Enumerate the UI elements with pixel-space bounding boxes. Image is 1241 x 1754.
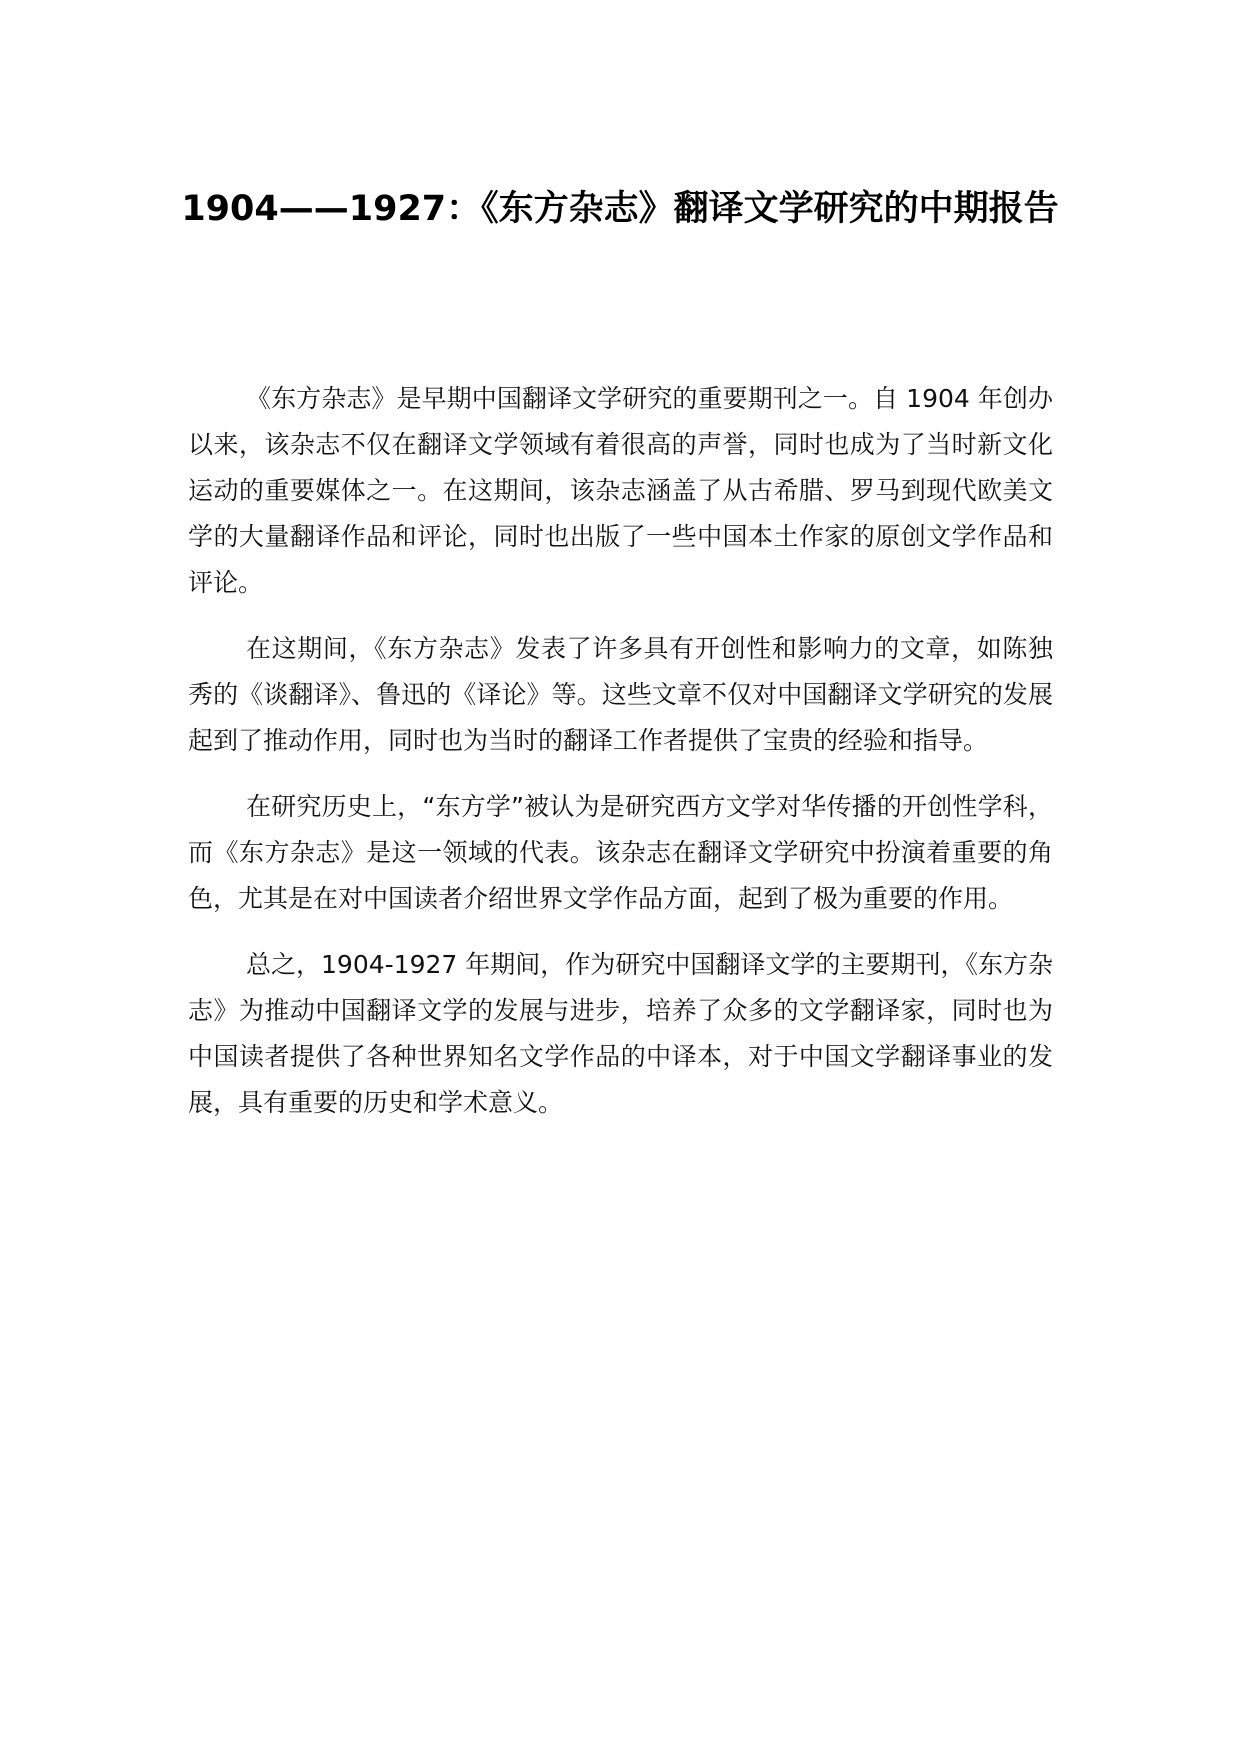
document-title: 1904——1927：《东方杂志》翻译文学研究的中期报告 xyxy=(181,189,1059,229)
document-body xyxy=(188,376,1053,1146)
paragraph-1: 《东方杂志》是早期中国翻译文学研究的重要期刊之一。自 1904 年创办以来，该杂志不仅在翻译文学领域有着很高的声誉，同时也成为了当时新文化运动的重要媒体之一。在这期间，该杂志涵盖了从古希腊、罗马到现代欧美文学的大量翻译作品和评论，同时也出版了一些中国本土作家的原创文学作品和评论。 xyxy=(188,384,1053,597)
paragraph-3: 在研究历史上，“东方学”被认为是研究西方文学对华传播的开创性学科，而《东方杂志》是这一领域的代表。该杂志在翻译文学研究中扮演着重要的角色，尤其是在对中国读者介绍世界文学作品方面，起到了极为重要的作用。 xyxy=(188,792,1053,913)
paragraph-2: 在这期间，《东方杂志》发表了许多具有开创性和影响力的文章，如陈独秀的《谈翻译》、鲁迅的《译论》等。这些文章不仅对中国翻译文学研究的发展起到了推动作用，同时也为当时的翻译工作者提供了宝贵的经验和指导。 xyxy=(188,634,1053,755)
paragraph-4: 总之，1904-1927 年期间，作为研究中国翻译文学的主要期刊，《东方杂志》为推动中国翻译文学的发展与进步，培养了众多的文学翻译家，同时也为中国读者提供了各种世界知名文学作品的中译本，对于中国文学翻译事业的发展，具有重要的历史和学术意义。 xyxy=(188,950,1053,1117)
